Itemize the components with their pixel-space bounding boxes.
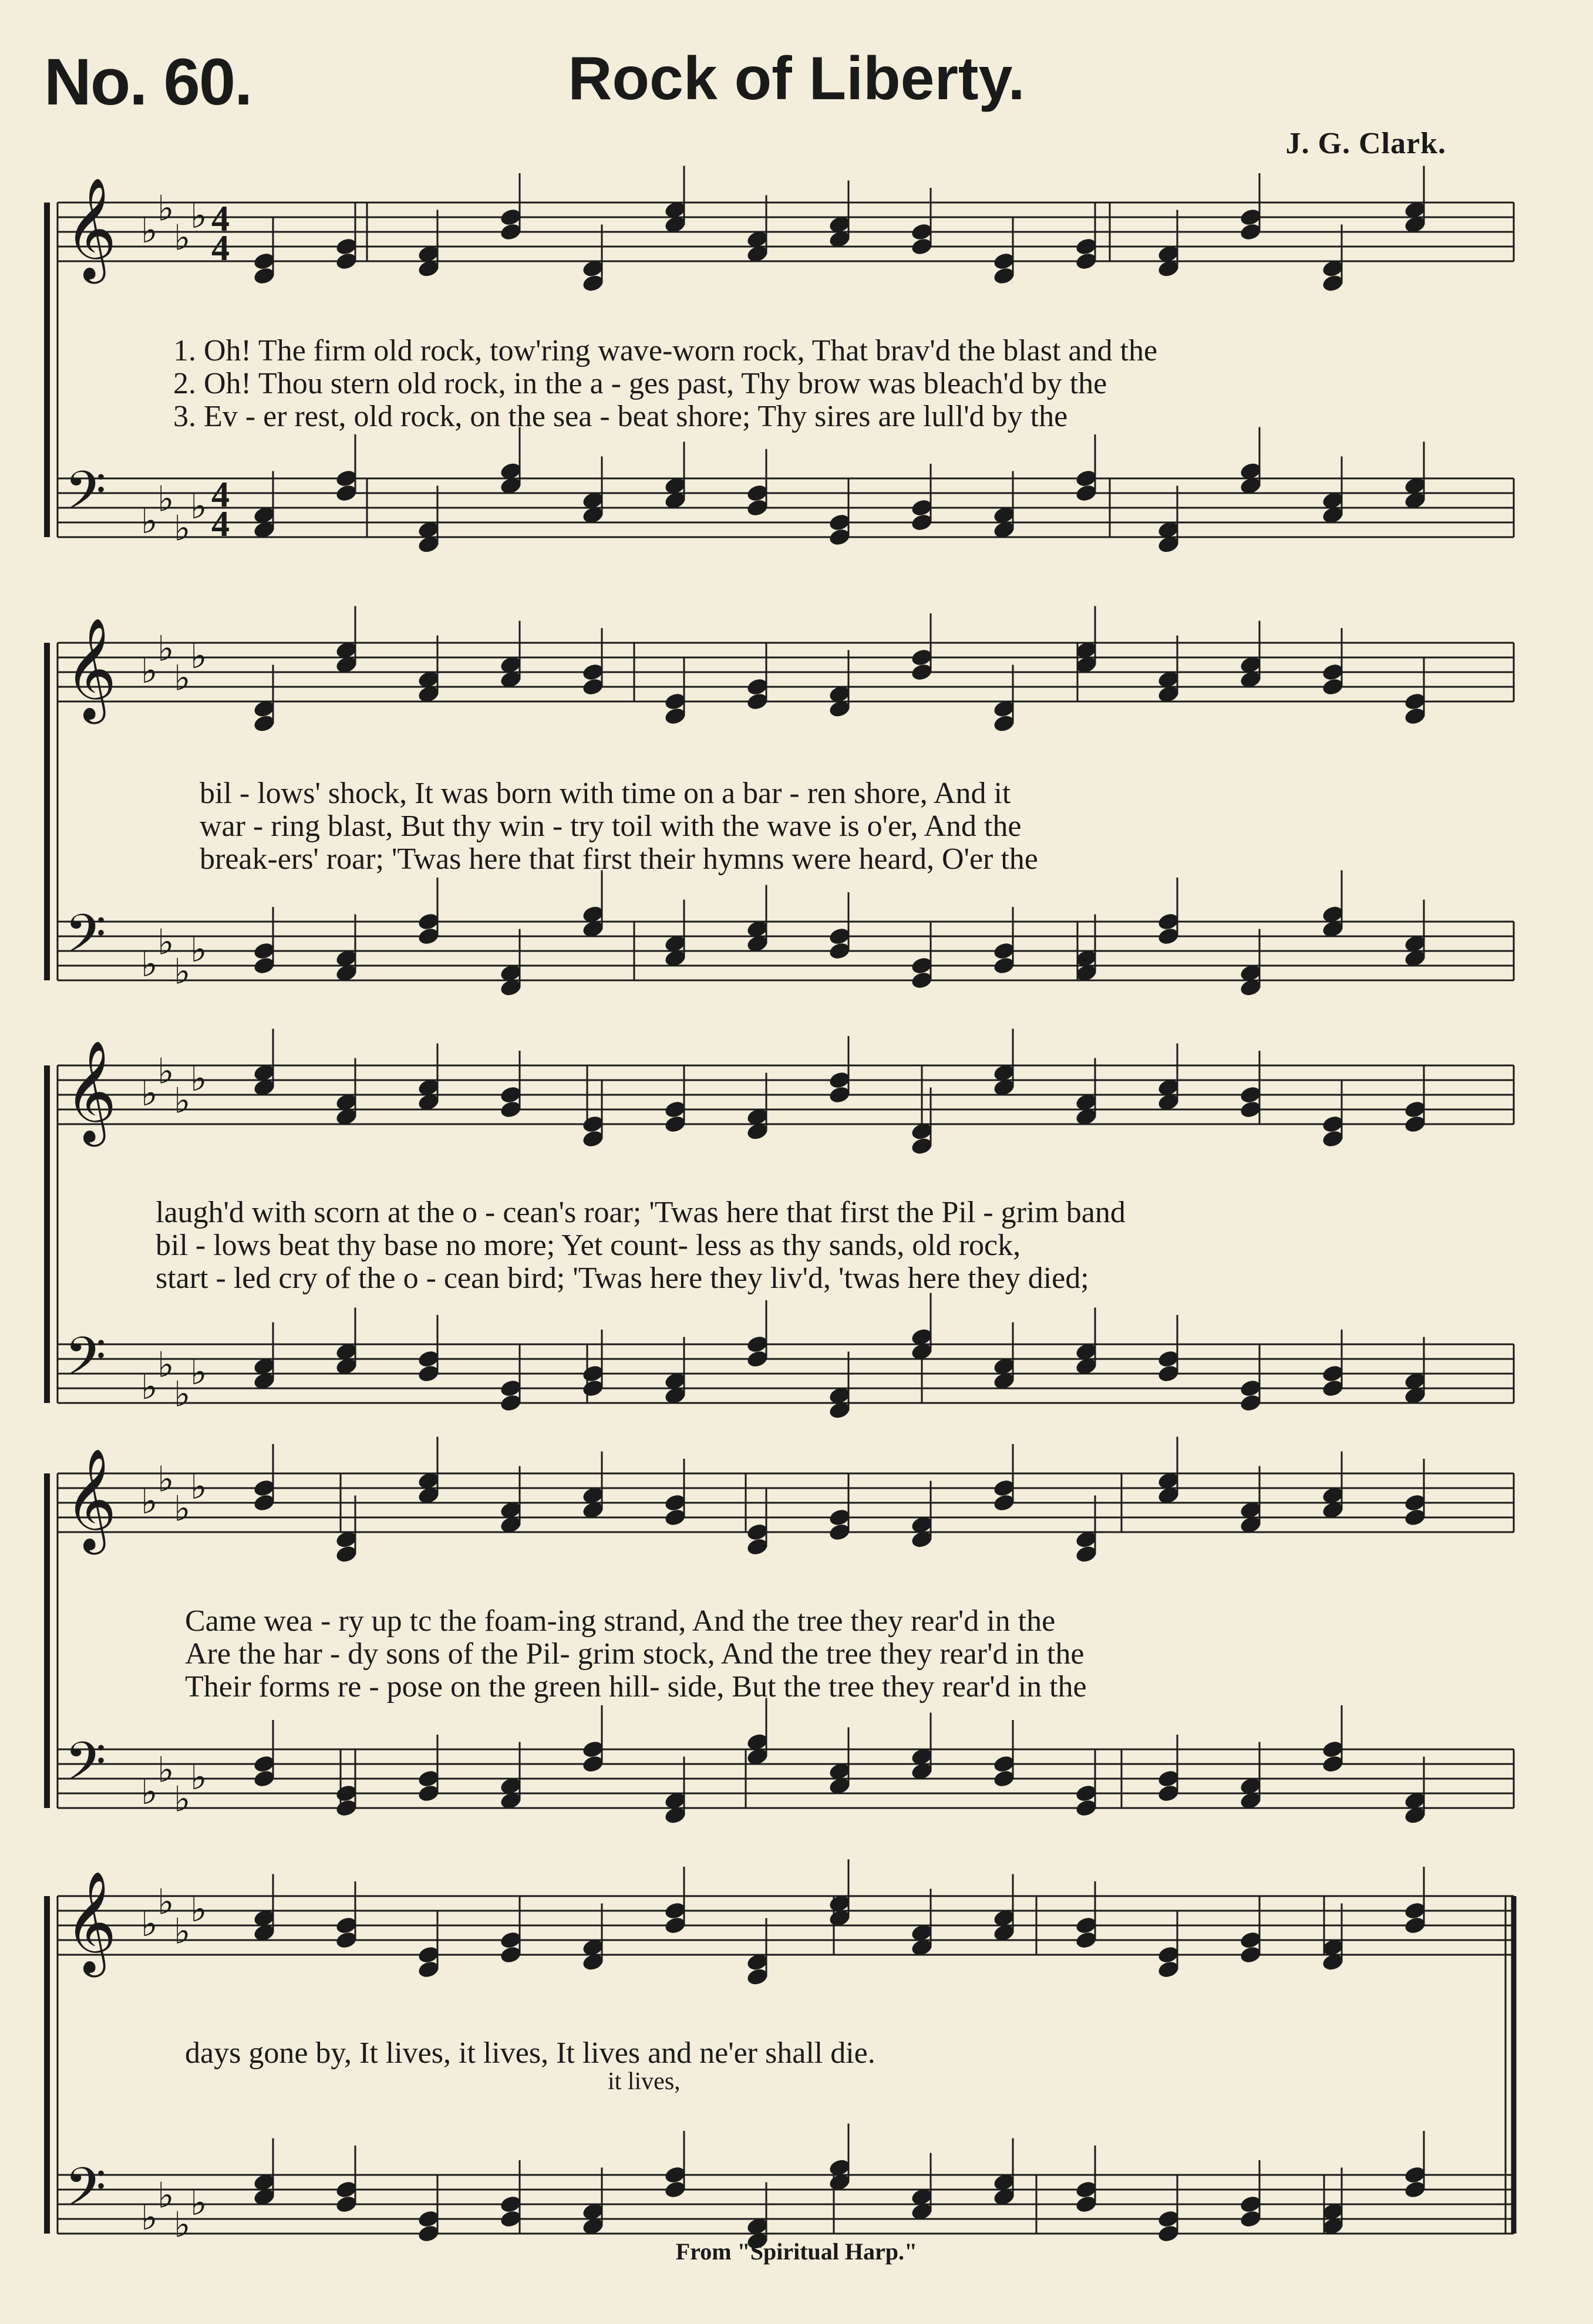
source-credit: From "Spiritual Harp." [675, 2238, 918, 2265]
flat-icon: ♭ [157, 188, 174, 230]
flat-icon: ♭ [190, 1058, 207, 1099]
flat-icon: ♭ [174, 1080, 191, 1122]
flat-icon: ♭ [190, 195, 207, 237]
flat-icon: ♭ [157, 922, 174, 963]
treble-clef-icon: 𝄞 [65, 1871, 117, 1973]
lyric-line: start - led cry of the o - cean bird; 'Twas here they liv'd, 'twas here they died; [156, 1261, 1089, 1295]
flat-icon: ♭ [157, 1881, 174, 1923]
time-signature-bottom: 4 [211, 504, 230, 544]
treble-clef-icon: 𝄞 [65, 1448, 117, 1550]
bass-clef-icon: 𝄢 [65, 1325, 106, 1401]
flat-icon: ♭ [190, 1889, 207, 1930]
flat-icon: ♭ [174, 1911, 191, 1952]
lyric-line: bil - lows' shock, It was born with time on a bar - ren shore, And it [200, 777, 1011, 810]
flat-icon: ♭ [174, 217, 191, 259]
treble-clef-icon: 𝄞 [65, 618, 117, 720]
hymn-author: J. G. Clark. [1285, 127, 1446, 160]
flat-icon: ♭ [157, 1051, 174, 1092]
flat-icon: ♭ [174, 1374, 191, 1415]
flat-icon: ♭ [157, 1344, 174, 1386]
flat-icon: ♭ [141, 2197, 158, 2238]
lyric-line: 2. Oh! Thou stern old rock, in the a - ges past, Thy brow was bleach'd by the [173, 367, 1107, 400]
lyric-line: Their forms re - pose on the green hill- side, But the tree they rear'd in the [185, 1670, 1087, 1704]
bass-clef-icon: 𝄢 [65, 2156, 106, 2231]
lyric-line: 1. Oh! The firm old rock, tow'ring wave-worn rock, That brav'd the blast and the [173, 334, 1158, 367]
bass-lyric: it lives, [608, 2068, 681, 2095]
bass-clef-icon: 𝄢 [65, 903, 106, 978]
hymn-title: Rock of Liberty. [568, 45, 1025, 113]
flat-icon: ♭ [141, 210, 158, 251]
flat-icon: ♭ [141, 501, 158, 542]
flat-icon: ♭ [174, 508, 191, 549]
lyric-line: break-ers' roar; 'Twas here that first their hymns were heard, O'er the [200, 842, 1038, 876]
flat-icon: ♭ [141, 1481, 158, 1522]
lyric-line: bil - lows beat thy base no more; Yet count- less as thy sands, old rock, [156, 1229, 1021, 1262]
flat-icon: ♭ [141, 1073, 158, 1114]
treble-clef-icon: 𝄞 [65, 177, 117, 279]
time-signature-top: 4 [211, 475, 230, 515]
lyric-line: Are the har - dy sons of the Pil- grim stock, And the tree they rear'd in the [185, 1637, 1085, 1671]
flat-icon: ♭ [174, 1488, 191, 1530]
flat-icon: ♭ [190, 486, 207, 527]
treble-clef-icon: 𝄞 [65, 1040, 117, 1142]
flat-icon: ♭ [141, 1772, 158, 1813]
flat-icon: ♭ [190, 929, 207, 970]
flat-icon: ♭ [190, 1466, 207, 1507]
flat-icon: ♭ [174, 657, 191, 699]
flat-icon: ♭ [157, 478, 174, 520]
lyric-line: laugh'd with scorn at the o - cean's roar; 'Twas here that first the Pil - grim band [156, 1196, 1126, 1229]
flat-icon: ♭ [141, 650, 158, 692]
lyric-line: days gone by, It lives, it lives, It lives and ne'er shall die. [185, 2036, 875, 2070]
flat-icon: ♭ [174, 951, 191, 993]
flat-icon: ♭ [157, 2175, 174, 2217]
lyric-line: 3. Ev - er rest, old rock, on the sea - beat shore; Thy sires are lull'd by the [173, 400, 1068, 433]
flat-icon: ♭ [141, 1904, 158, 1945]
bass-clef-icon: 𝄢 [65, 460, 106, 535]
flat-icon: ♭ [190, 2183, 207, 2224]
flat-icon: ♭ [157, 1749, 174, 1791]
flat-icon: ♭ [190, 1757, 207, 1798]
bass-clef-icon: 𝄢 [65, 1731, 106, 1806]
flat-icon: ♭ [190, 636, 207, 677]
lyric-line: war - ring blast, But thy win - try toil with the wave is o'er, And the [200, 809, 1022, 843]
flat-icon: ♭ [157, 628, 174, 670]
flat-icon: ♭ [174, 1779, 191, 1820]
flat-icon: ♭ [141, 944, 158, 985]
flat-icon: ♭ [141, 1367, 158, 1408]
time-signature-top: 4 [211, 199, 230, 239]
flat-icon: ♭ [174, 2204, 191, 2246]
hymn-number: No. 60. [44, 45, 252, 119]
time-signature-bottom: 4 [211, 228, 230, 268]
lyric-line: Came wea - ry up tc the foam-ing strand, And the tree they rear'd in the [185, 1604, 1056, 1638]
flat-icon: ♭ [190, 1352, 207, 1393]
flat-icon: ♭ [157, 1459, 174, 1500]
